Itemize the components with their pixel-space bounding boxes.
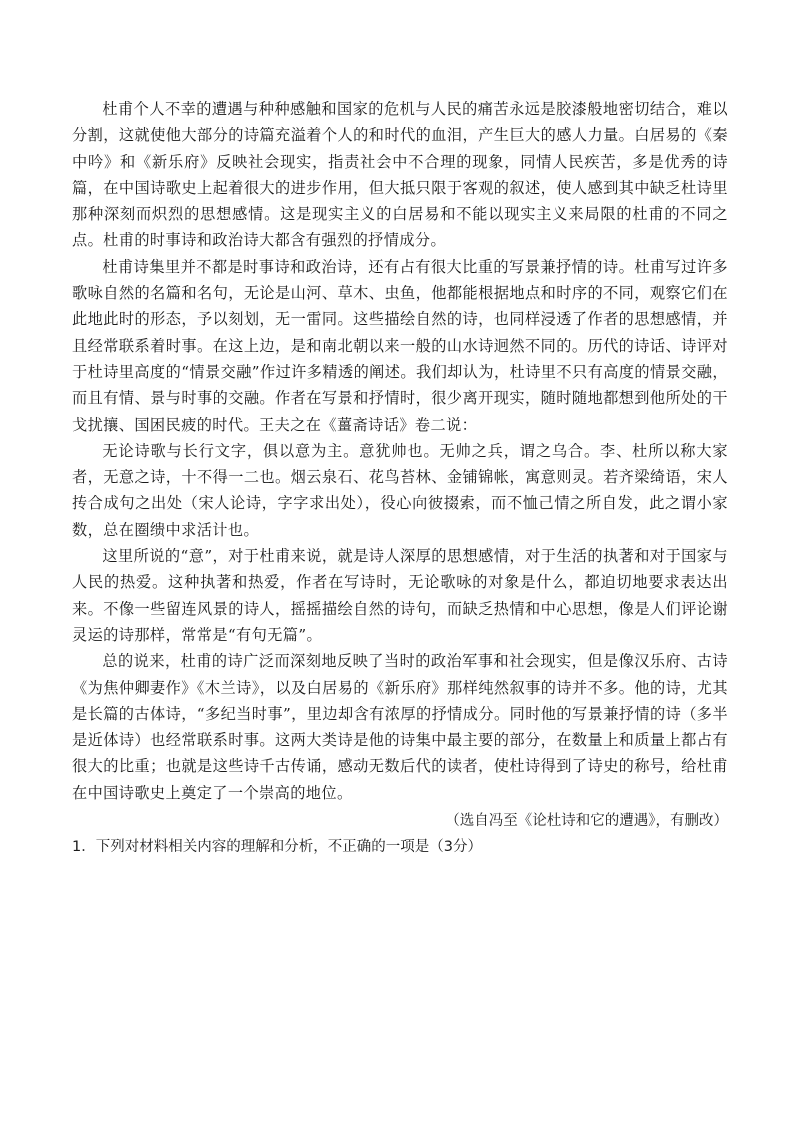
question-1: 1．下列对材料相关内容的理解和分析，不正确的一项是（3分） xyxy=(72,839,482,856)
paragraph-4: 这里所说的“意”，对于杜甫来说，就是诗人深厚的思想感情，对于生活的执著和对于国家与人民的热爱。这种执著和热爱，作者在写诗时，无论歌咏的对象是什么，都迫切地要求表达出来。不像一些留连风景的诗人，摇摇描绘自然的诗句，而缺乏热情和中心思想，像是人们评论谢灵运的诗那样，常常是“有句无篇”。 xyxy=(72,547,728,644)
paragraph-2: 杜甫诗集里并不都是时事诗和政治诗，还有占有很大比重的写景兼抒情的诗。杜甫写过许多歌咏自然的名篇和名句，无论是山河、草木、虫鱼，他都能根据地点和时序的不同，观察它们在此地此时的形态，予以刻划，无一雷同。这些描绘自然的诗，也同样浸透了作者的思想感情，并且经常联系着时事。在这上边，是和南北朝以来一般的山水诗迥然不同的。历代的诗话、诗评对于杜诗里高度的“情景交融”作过许多精透的阐述。我们却认为，杜诗里不只有高度的情景交融，而且有情、景与时事的交融。作者在写景和抒情时，很少离开现实，随时随地都想到他所处的干戈扰攘、国困民疲的时代。王夫之在《薑斋诗话》卷二说： xyxy=(72,257,728,434)
source-citation: （选自冯至《论杜诗和它的遭遇》，有删改） xyxy=(445,813,728,830)
document-page xyxy=(72,96,728,860)
paragraph-5: 总的说来，杜甫的诗广泛而深刻地反映了当时的政治军事和社会现实，但是像汉乐府、古诗《为焦仲卿妻作》《木兰诗》，以及白居易的《新乐府》那样纯然叙事的诗并不多。他的诗，尤其是长篇的古体诗，“多纪当时事”，里边却含有浓厚的抒情成分。同时他的写景兼抒情的诗（多半是近体诗）也经常联系时事。这两大类诗是他的诗集中最主要的部分，在数量上和质量上都占有很大的比重；也就是这些诗千古传诵，感动无数后代的读者，使杜诗得到了诗史的称号，给杜甫在中国诗歌史上奠定了一个崇高的地位。 xyxy=(72,652,728,802)
quotation-paragraph: 无论诗歌与长行文字，俱以意为主。意犹帅也。无帅之兵，谓之乌合。李、杜所以称大家者，无意之诗，十不得一二也。烟云泉石、花鸟苔林、金铺锦帐，寓意则灵。若齐梁绮语，宋人抟合成句之出处（宋人论诗，字字求出处），役心向彼掇索，而不恤己情之所自发，此之谓小家数，总在圈缋中求活计也。 xyxy=(72,441,728,539)
paragraph-1: 杜甫个人不幸的遭遇与种种感触和国家的危机与人民的痛苦永远是胶漆般地密切结合，难以分割，这就使他大部分的诗篇充溢着个人的和时代的血泪，产生巨大的感人力量。白居易的《秦中吟》和《新乐府》反映社会现实，指责社会中不合理的现象，同情人民疾苦，多是优秀的诗篇，在中国诗歌史上起着很大的进步作用，但大抵只限于客观的叙述，使人感到其中缺乏杜诗里那种深刻而炽烈的思想感情。这是现实主义的白居易和不能以现实主义来局限的杜甫的不同之点。杜甫的时事诗和政治诗大都含有强烈的抒情成分。 xyxy=(72,100,728,250)
